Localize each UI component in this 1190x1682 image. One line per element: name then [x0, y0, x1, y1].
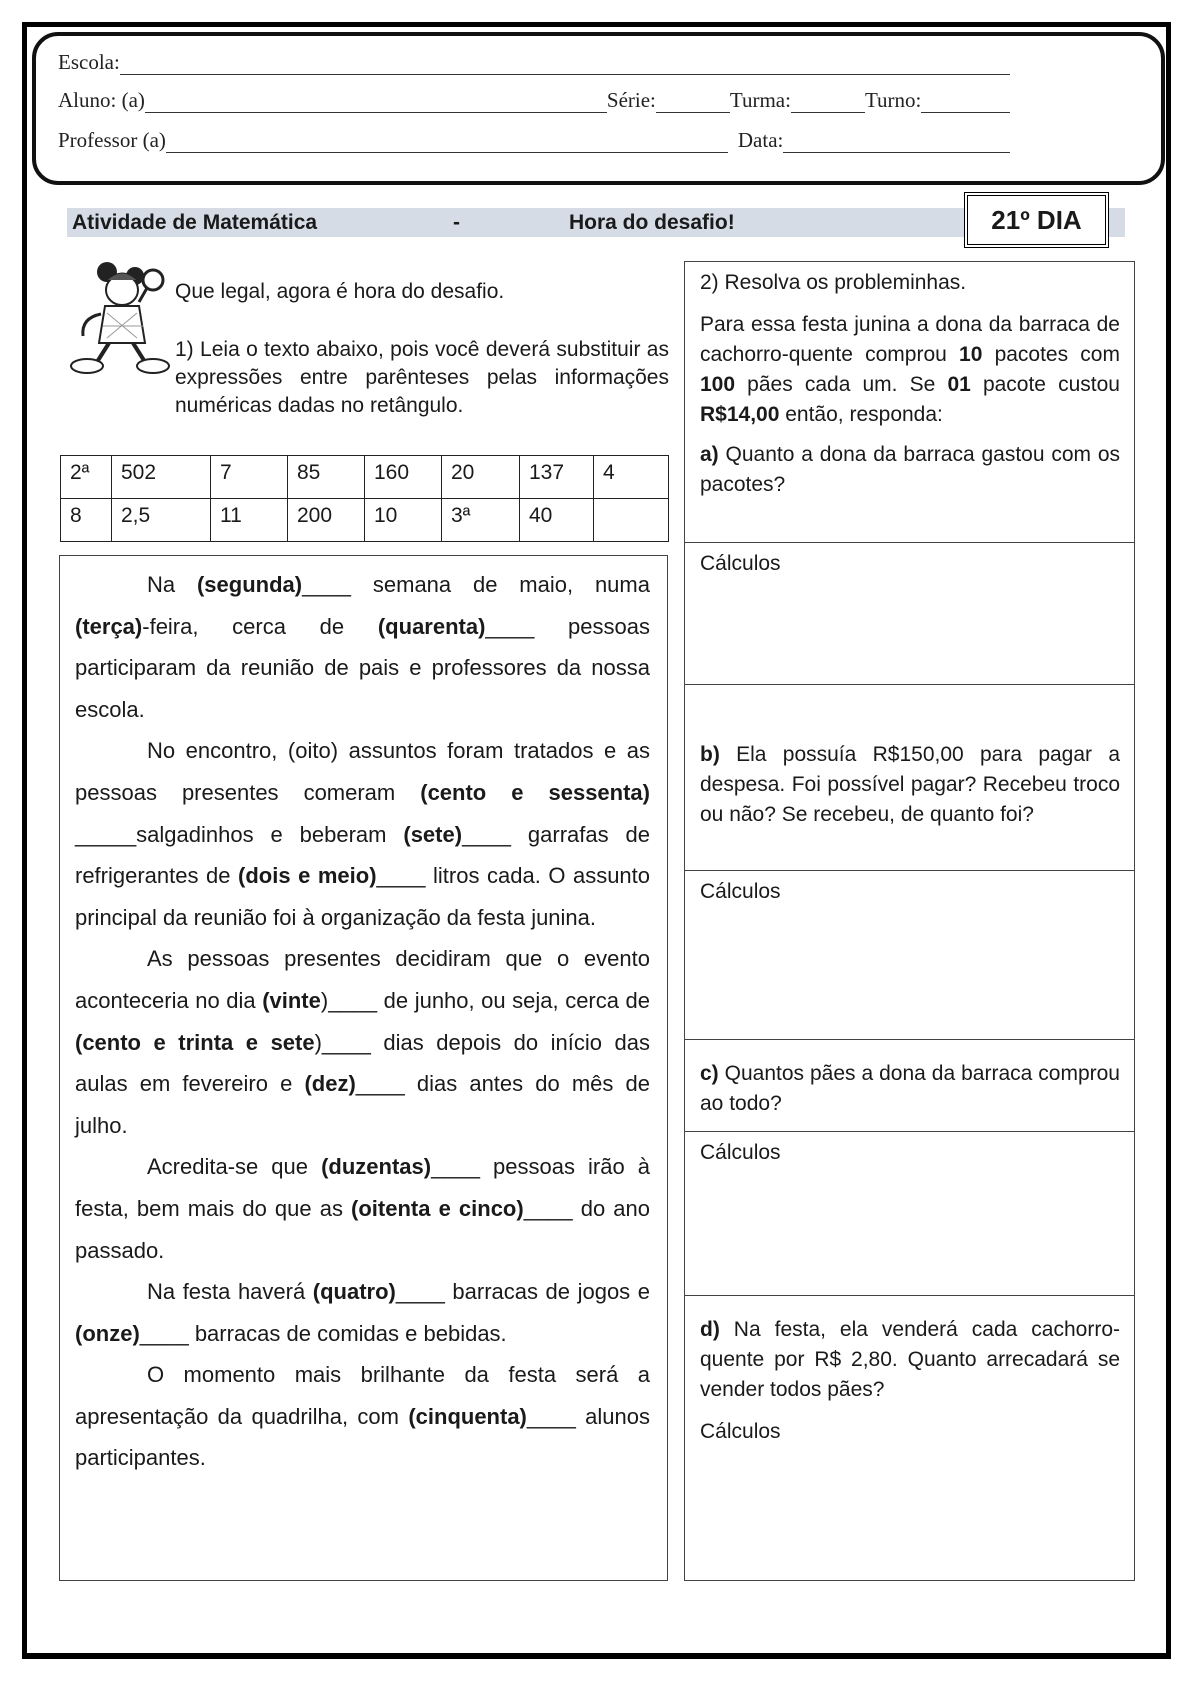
bold-text: (onze) — [75, 1320, 140, 1346]
text-segment: ____ alunos participantes. — [75, 1403, 650, 1471]
student-info-header — [32, 32, 1165, 185]
table-cell: 20 — [442, 456, 520, 499]
teacher-label: Professor (a) — [58, 128, 166, 152]
calc-label: Cálculos — [700, 880, 781, 903]
school-field[interactable] — [58, 50, 1010, 75]
question-a — [700, 440, 1120, 500]
text-segment: As pessoas presentes decidiram que o evento aconteceria no dia — [75, 946, 650, 1013]
shift-label: Turno: — [864, 88, 922, 112]
text-segment: Na festa haverá — [147, 1279, 313, 1305]
calc-box-b[interactable] — [684, 870, 1135, 1040]
teacher-field[interactable] — [166, 133, 728, 153]
bold-text: (terça) — [75, 613, 143, 639]
table-cell: 4 — [594, 456, 669, 499]
text-segment: pães cada um. Se — [735, 373, 948, 396]
question-c-box — [684, 1039, 1135, 1132]
story-paragraph — [75, 1146, 650, 1271]
bold-text: (dez) — [304, 1071, 356, 1097]
class-label: Turma: — [729, 88, 791, 112]
story-paragraph — [75, 1271, 650, 1354]
bold-text: (oitenta e cinco) — [351, 1195, 524, 1221]
table-cell: 85 — [288, 456, 365, 499]
bold-text: a) — [700, 443, 719, 466]
bold-text: 100 — [700, 373, 736, 396]
text-segment: Quantos pães a dona da barraca comprou ao todo? — [700, 1062, 1120, 1115]
title-separator: - — [453, 211, 460, 234]
table-cell: 200 — [288, 499, 365, 542]
story-text-box — [59, 555, 668, 1581]
day-badge — [964, 192, 1109, 248]
school-label: Escola: — [58, 50, 120, 74]
student-field[interactable] — [145, 93, 607, 113]
text-segment: Acredita-se que — [147, 1154, 322, 1180]
bold-text: d) — [700, 1318, 720, 1341]
question-c — [700, 1059, 1120, 1119]
activity-subject: Atividade de Matemática — [72, 211, 318, 234]
bold-text: 10 — [959, 343, 983, 366]
story-paragraph — [75, 1354, 650, 1479]
text-segment: ____ do ano passado. — [75, 1195, 651, 1263]
table-row — [61, 456, 669, 499]
story-paragraph — [75, 938, 650, 1146]
shift-field[interactable] — [921, 93, 1010, 113]
number-table — [60, 455, 669, 542]
bold-text: (segunda) — [196, 572, 303, 597]
student-label: Aluno: (a) — [58, 88, 145, 112]
bold-text: c) — [700, 1062, 719, 1085]
detective-mouse-illustration — [67, 258, 172, 378]
calc-label: Cálculos — [700, 1141, 781, 1164]
text-segment: O momento mais brilhante da festa será a apresentação da quadrilha, com — [75, 1362, 650, 1429]
text-segment: pacote custou — [970, 373, 1120, 396]
intro-greeting: Que legal, agora é hora do desafio. — [175, 280, 505, 303]
text-segment: Na — [147, 572, 197, 597]
bold-text: (cinquenta) — [408, 1403, 527, 1429]
question-d-box — [684, 1295, 1135, 1581]
calc-box-c[interactable] — [684, 1131, 1135, 1296]
student-row — [58, 88, 1010, 113]
class-field[interactable] — [791, 93, 865, 113]
table-cell: 2ª — [61, 456, 112, 499]
date-field[interactable] — [783, 133, 1010, 153]
question-b-box — [684, 684, 1135, 871]
text-segment: então, responda: — [779, 403, 943, 426]
bold-text: (dois e meio) — [238, 863, 377, 889]
bold-text: b) — [700, 743, 720, 766]
bold-text: (quatro) — [312, 1279, 396, 1305]
grade-field[interactable] — [656, 93, 730, 113]
bold-text: R$14,00 — [700, 403, 780, 426]
question-2-context — [700, 310, 1120, 430]
text-segment: No encontro, (oito) assuntos foram tratados e as pessoas presentes comeram — [75, 738, 650, 805]
text-segment: )____ de junho, ou seja, cerca de — [320, 987, 650, 1013]
story-paragraph — [75, 564, 650, 730]
text-segment: ____ litros cada. O assunto principal da reunião foi à organização da festa junina. — [75, 863, 651, 930]
table-cell — [594, 499, 669, 542]
text-segment: ____ barracas de jogos e — [395, 1279, 650, 1305]
text-segment: pacotes com — [982, 343, 1120, 366]
exercise-1-instruction: 1) Leia o texto abaixo, pois você deverá substituir as expressões entre parênteses pelas informações numéricas dadas no retângulo. — [175, 338, 669, 417]
story-paragraph — [75, 730, 650, 938]
table-cell: 8 — [61, 499, 112, 542]
table-cell: 502 — [112, 456, 211, 499]
table-cell: 3ª — [442, 499, 520, 542]
text-segment: _____salgadinhos e beberam — [75, 821, 404, 847]
calc-label: Cálculos — [700, 1420, 781, 1443]
text-segment: ____ dias antes do mês de julho. — [75, 1071, 651, 1138]
bold-text: 01 — [947, 373, 971, 396]
teacher-row — [58, 128, 1010, 153]
table-cell: 7 — [211, 456, 288, 499]
table-cell: 2,5 — [112, 499, 211, 542]
text-segment: -feira, cerca de — [142, 613, 378, 639]
table-cell: 160 — [365, 456, 442, 499]
activity-title: Hora do desafio! — [569, 211, 735, 234]
question-d — [700, 1315, 1120, 1405]
question-2-title: 2) Resolva os probleminhas. — [700, 271, 967, 294]
calc-label: Cálculos — [700, 552, 781, 575]
bold-text: (quarenta) — [377, 613, 486, 639]
bold-text: (duzentas) — [321, 1154, 432, 1180]
date-label: Data: — [737, 128, 784, 152]
grade-label: Série: — [606, 88, 656, 112]
table-row — [61, 499, 669, 542]
table-cell: 137 — [520, 456, 594, 499]
question-2-box — [684, 261, 1135, 543]
bold-text: (cento e sessenta) — [420, 779, 650, 805]
question-b — [700, 740, 1120, 830]
text-segment: Quanto a dona da barraca gastou com os pacotes? — [700, 443, 1120, 496]
table-cell: 11 — [211, 499, 288, 542]
text-segment: ____ pessoas irão à festa, bem mais do que as — [75, 1154, 650, 1221]
text-segment: Ela possuía R$150,00 para pagar a despesa. Foi possível pagar? Recebeu troco ou não? Se recebeu, de quanto foi? — [700, 743, 1120, 826]
text-segment: )____ dias depois do início das aulas em fevereiro e — [75, 1029, 650, 1097]
table-cell: 10 — [365, 499, 442, 542]
bold-text: (vinte — [262, 987, 321, 1013]
text-segment: ____ semana de maio, numa — [302, 572, 650, 597]
calc-box-a[interactable] — [684, 542, 1135, 685]
text-segment: Para essa festa junina a dona da barraca de cachorro-quente comprou — [700, 313, 1120, 366]
day-label: 21º DIA — [991, 204, 1082, 235]
text-segment: ____ barracas de comidas e bebidas. — [139, 1320, 507, 1346]
bold-text: (cento e trinta e sete — [75, 1029, 315, 1055]
text-segment: ____ garrafas de refrigerantes de — [75, 821, 650, 889]
table-cell: 40 — [520, 499, 594, 542]
bold-text: (sete) — [403, 821, 463, 847]
text-segment: Na festa, ela venderá cada cachorro-quente por R$ 2,80. Quanto arrecadará se vender todos pães? — [700, 1318, 1120, 1401]
text-segment: ____ pessoas participaram da reunião de pais e professores da nossa escola. — [75, 613, 651, 722]
